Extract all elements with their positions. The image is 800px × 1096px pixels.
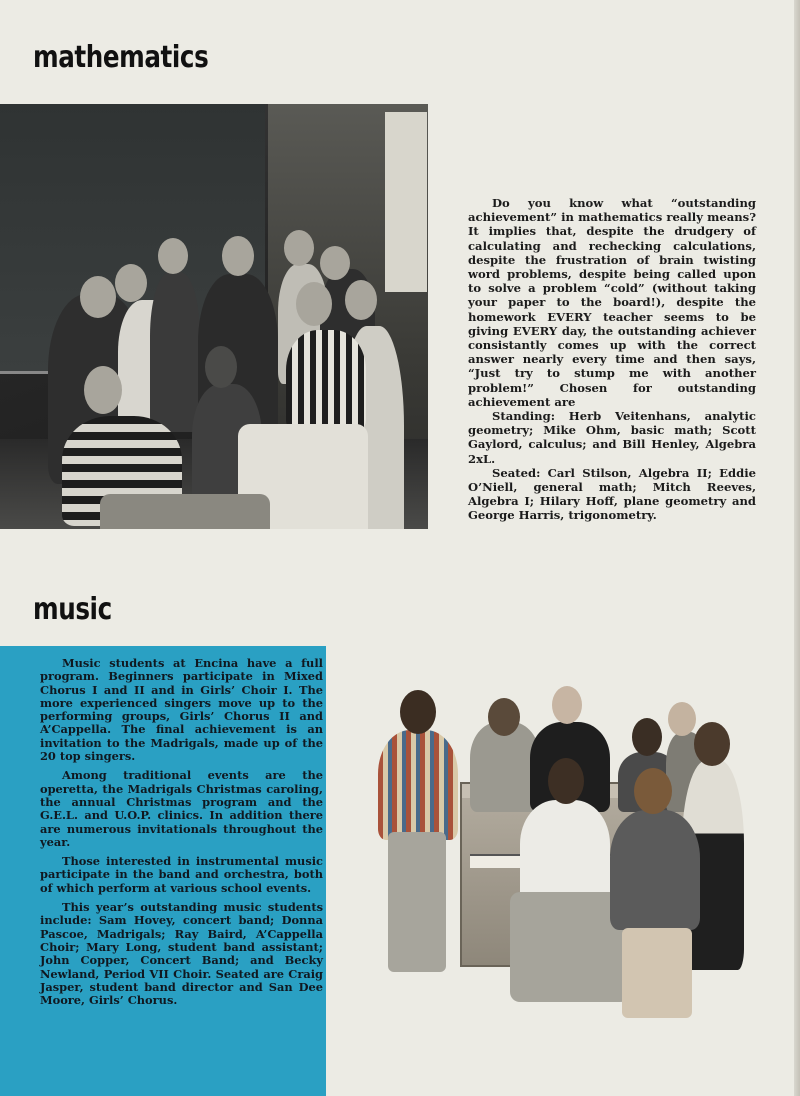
student-head (488, 698, 520, 736)
student-figure (610, 810, 700, 930)
student-figure (100, 494, 270, 529)
student-figure (378, 730, 458, 840)
music-paragraph: Music students at Encina have a full program. Beginners participate in Mixed Chorus I and II and in Girls’ Choir I. The more experienced singers move up to the performing groups, Girls’ Chorus II and A’Cappella. The final achievement is an invitation to the Madrigals, made up of the 20 top singers. (40, 656, 323, 764)
music-paragraph: This year’s outstanding music students include: Sam Hovey, concert band; Donna Pascoe, Madrigals; Ray Baird, A’Cappella Choir; Mary Long, student band assistant; John Copper, Concert Band; and Becky Newland, Period VII Choir. Seated are Craig Jasper, student band director and San Dee Moore, Girls’ Chorus. (40, 900, 323, 1008)
student-head (115, 264, 147, 302)
music-article (40, 657, 323, 1007)
student-figure (622, 928, 692, 1018)
student-head (84, 366, 122, 414)
mathematics-paragraph: Seated: Carl Stilson, Algebra II; Eddie O’Niell, general math; Mitch Reeves, Algebra I; Hilary Hoff, plane geometry and George Harris, trigonometry. (468, 465, 756, 523)
music-group-photo (370, 682, 750, 1062)
student-head (634, 768, 672, 814)
student-head (548, 758, 584, 804)
student-figure (150, 272, 200, 432)
music-paragraph: Those interested in instrumental music participate in the band and orchestra, both of which perform at various school events. (40, 854, 323, 895)
student-head (320, 246, 350, 280)
mathematics-article (468, 196, 756, 523)
student-head (632, 718, 662, 756)
student-head (205, 346, 237, 388)
student-head (668, 702, 696, 736)
student-head (284, 230, 314, 266)
student-head (158, 238, 188, 274)
mathematics-heading: mathematics (33, 40, 209, 75)
music-paragraph: Among traditional events are the operetta, the Madrigals Christmas caroling, the annual Christmas program and the G.E.L. and U.O.P. clinics. In addition there are numerous invitationals throughout the year. (40, 768, 323, 849)
mathematics-paragraph: Standing: Herb Veitenhans, analytic geometry; Mike Ohm, basic math; Scott Gaylord, calculus; and Bill Henley, Algebra 2xL. (468, 409, 756, 466)
wall-poster (385, 112, 427, 292)
mathematics-group-photo (0, 104, 428, 529)
page-edge (794, 0, 800, 1096)
student-head (552, 686, 582, 724)
student-head (222, 236, 254, 276)
student-head (400, 690, 436, 734)
mathematics-paragraph: Do you know what “outstanding achievement” in mathematics really means? It implies that, despite the drudgery of calculating and rechecking calculations, despite the frustration of brain twisting word problems, despite being called upon to solve a problem “cold” (without taking your paper to the board!), despite the homework EVERY teacher seems to be giving EVERY day, the outstanding achiever consistantly comes up with the correct answer nearly every time and then says, “Just try to stump me with another problem!” Chosen for outstanding achievement are (468, 196, 756, 409)
student-head (694, 722, 730, 766)
student-head (80, 276, 116, 318)
student-figure (388, 832, 446, 972)
student-figure (286, 330, 366, 430)
student-head (345, 280, 377, 320)
student-head (296, 282, 332, 326)
music-heading: music (33, 592, 112, 627)
